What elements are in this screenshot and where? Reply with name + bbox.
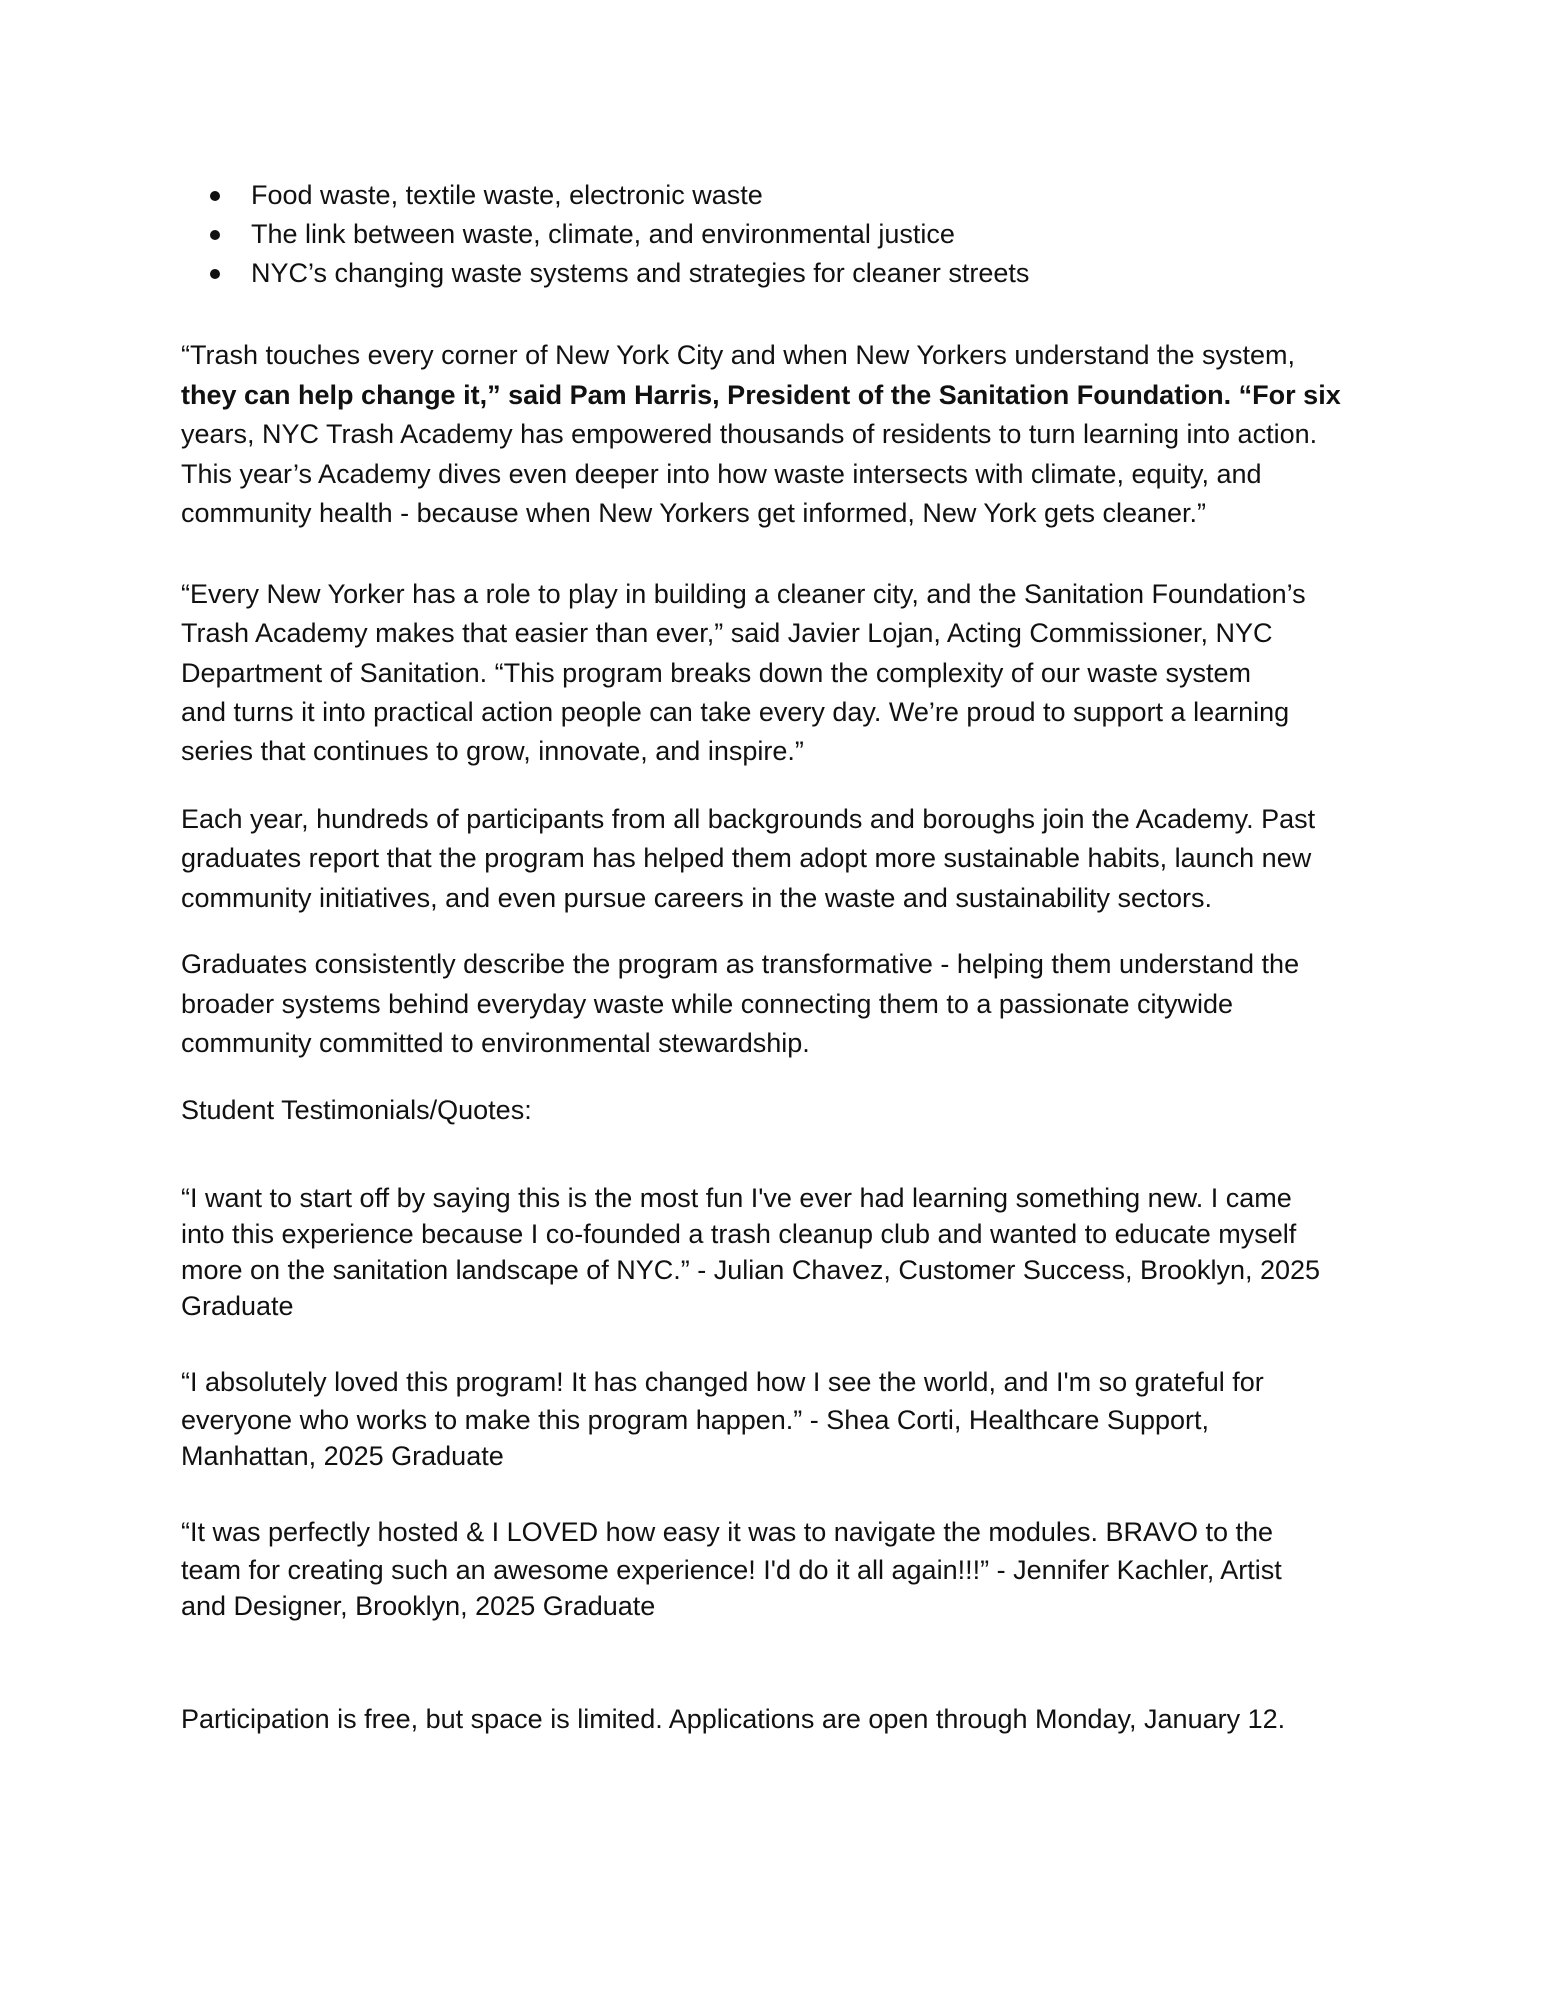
paragraph-line: “Trash touches every corner of New York City and when New Yorkers understand the system, xyxy=(181,340,1296,370)
paragraph-line: Department of Sanitation. “This program breaks down the complexity of our waste system xyxy=(181,658,1251,688)
testimonials-heading: Student Testimonials/Quotes: xyxy=(181,1095,532,1125)
bullet-text: NYC’s changing waste systems and strategies for cleaner streets xyxy=(251,258,1030,288)
paragraph-line: broader systems behind everyday waste while connecting them to a passionate citywide xyxy=(181,989,1234,1019)
paragraph-line: community initiatives, and even pursue careers in the waste and sustainability sectors. xyxy=(181,883,1213,913)
bullet-text: Food waste, textile waste, electronic waste xyxy=(251,180,763,210)
bullet-icon xyxy=(210,230,220,240)
paragraph-line: and turns it into practical action people can take every day. We’re proud to support a learning xyxy=(181,697,1290,727)
paragraph-line: This year’s Academy dives even deeper into how waste intersects with climate, equity, and xyxy=(181,459,1262,489)
testimonial-line: into this experience because I co-founded a trash cleanup club and wanted to educate myself xyxy=(181,1219,1297,1249)
list-item xyxy=(227,254,1030,293)
paragraph-line: Each year, hundreds of participants from all backgrounds and boroughs join the Academy. Past xyxy=(181,804,1316,834)
paragraph-line: Graduates consistently describe the program as transformative - helping them understand the xyxy=(181,949,1300,979)
testimonial-line: “I absolutely loved this program! It has changed how I see the world, and I'm so grateful for xyxy=(181,1367,1264,1397)
testimonial-line: team for creating such an awesome experience! I'd do it all again!!!” - Jennifer Kachler, Artist xyxy=(181,1555,1282,1585)
testimonial-line: Graduate xyxy=(181,1291,294,1321)
testimonial-line: everyone who works to make this program happen.” - Shea Corti, Healthcare Support, xyxy=(181,1405,1210,1435)
paragraph-line: graduates report that the program has helped them adopt more sustainable habits, launch new xyxy=(181,843,1312,873)
paragraph-line: Trash Academy makes that easier than ever,” said Javier Lojan, Acting Commissioner, NYC xyxy=(181,618,1273,648)
closing-paragraph: Participation is free, but space is limited. Applications are open through Monday, January 12. xyxy=(181,1704,1286,1734)
testimonial-line: and Designer, Brooklyn, 2025 Graduate xyxy=(181,1591,656,1621)
bullet-icon xyxy=(210,191,220,201)
testimonial-line: Manhattan, 2025 Graduate xyxy=(181,1441,504,1471)
bullet-text: The link between waste, climate, and environmental justice xyxy=(251,219,955,249)
testimonial-line: more on the sanitation landscape of NYC.” - Julian Chavez, Customer Success, Brooklyn, 2025 xyxy=(181,1255,1321,1285)
testimonial-line: “I want to start off by saying this is the most fun I've ever had learning something new. I came xyxy=(181,1183,1292,1213)
paragraph-line: years, NYC Trash Academy has empowered thousands of residents to turn learning into action. xyxy=(181,419,1318,449)
paragraph-line: community health - because when New Yorkers get informed, New York gets cleaner.” xyxy=(181,498,1207,528)
list-item xyxy=(227,215,955,254)
paragraph-line: community committed to environmental stewardship. xyxy=(181,1028,810,1058)
paragraph-line: “Every New Yorker has a role to play in building a cleaner city, and the Sanitation Foundation’s xyxy=(181,579,1306,609)
testimonial-line: “It was perfectly hosted & I LOVED how easy it was to navigate the modules. BRAVO to the xyxy=(181,1517,1274,1547)
paragraph-line: series that continues to grow, innovate, and inspire.” xyxy=(181,736,804,766)
paragraph-line-bold: they can help change it,” said Pam Harris, President of the Sanitation Foundation. “For six xyxy=(181,380,1341,410)
list-item xyxy=(227,176,763,215)
bullet-icon xyxy=(210,269,220,279)
